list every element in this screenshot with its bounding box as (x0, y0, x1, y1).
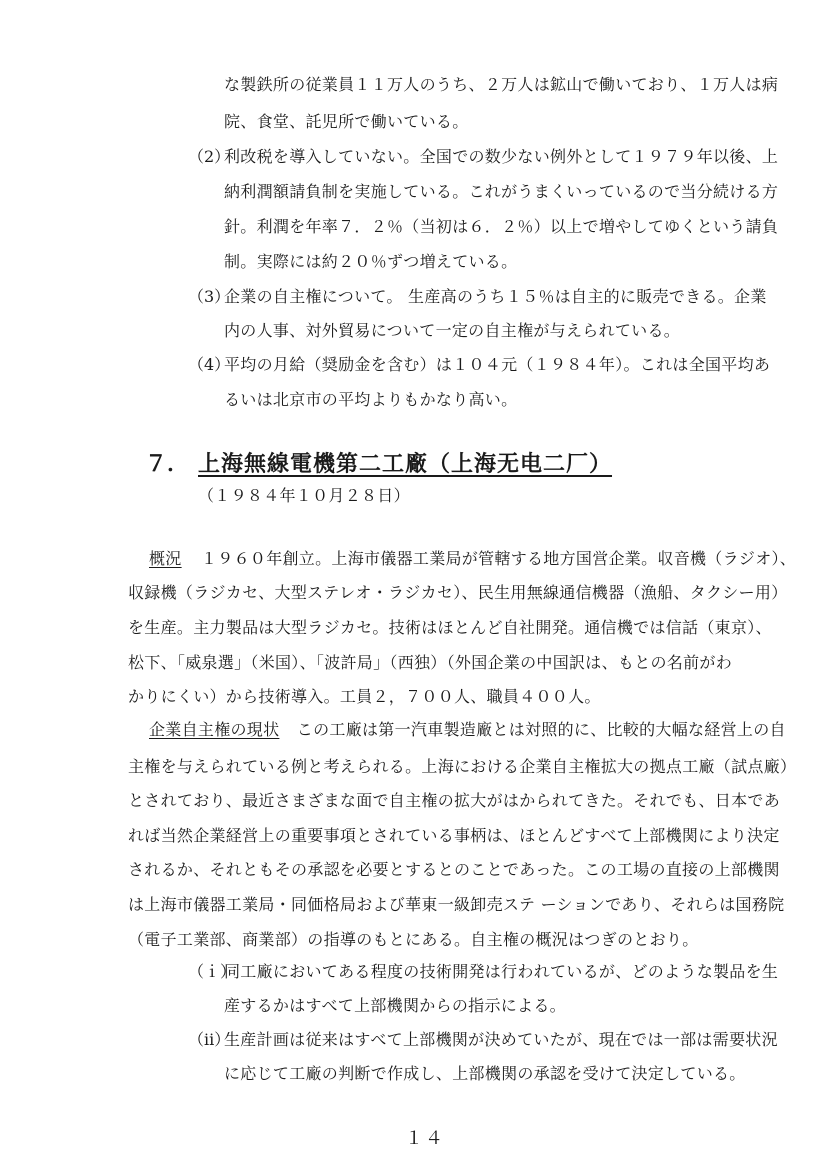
list-marker: （ｉ） (188, 962, 237, 981)
text-span: この工廠は第一汽車製造廠とは対照的に、比較的大幅な経営上の自 (296, 720, 786, 739)
text-line: れば当然企業経営上の重要事項とされている事柄は、ほとんどすべて上部機関により決定 (128, 826, 780, 845)
list-marker: （ii） (188, 1030, 231, 1049)
text-line: とされており、最近さまざまな面で自主権の拡大がはかられてきた。それでも、日本であ (128, 791, 781, 810)
text-line: 納利潤額請負制を実施している。これがうまくいっているので当分続ける方 (224, 182, 779, 201)
text-line: を生産。主力製品は大型ラジカセ。技術はほとんど自社開発。通信機では信話（東京）、 (128, 618, 772, 637)
text-line: 平均の月給（奨励金を含む）は１０４元（１９８４年）。これは全国平均あ (224, 355, 771, 374)
page-number: １４ (405, 1128, 445, 1149)
text-line: は上海市儀器工業局・同価格局および華東一級卸売ステ ーションであり、それらは国務院 (128, 895, 785, 914)
list-marker: （2） (188, 147, 231, 166)
autonomy-paragraph (149, 720, 786, 740)
text-line: 産するかはすべて上部機関からの指示による。 (224, 996, 566, 1015)
text-line: 生産計画は従来はすべて上部機関が決めていたが、現在では一部は需要状況 (224, 1030, 778, 1049)
text-line: 制。実際には約２０％ずつ増えている。 (224, 252, 518, 271)
list-marker: （4） (188, 355, 231, 374)
overview-paragraph (149, 549, 796, 569)
text-line: 同工廠においてある程度の技術開発は行われているが、どのような製品を生 (224, 962, 779, 981)
text-span: １９６０年創立。上海市儀器工業局が管轄する地方国営企業。収音機（ラジオ）、 (201, 549, 797, 568)
text-line: 針。利潤を年率７．２％（当初は６．２％）以上で増やしてゆくという請負 (224, 217, 779, 236)
text-line: に応じて工廠の判断で作成し、上部機関の承認を受けて決定している。 (224, 1064, 746, 1083)
autonomy-label: 企業自主権の現状 (149, 720, 280, 739)
overview-label: 概況 (149, 549, 182, 568)
text-line: 内の人事、対外貿易について一定の自主権が与えられている。 (224, 321, 681, 340)
text-line: 企業の自主権について。 生産高のうち１５％は自主的に販売できる。企業 (224, 287, 767, 306)
text-line: 松下、「威泉選」（米国）、「波許局」（西独）（外国企業の中国訳は、もとの名前がわ (128, 653, 733, 672)
text-line: るいは北京市の平均よりもかなり高い。 (224, 390, 518, 409)
text-line: 利改税を導入していない。全国での数少ない例外として１９７９年以後、上 (224, 147, 779, 166)
section-title: 上海無線電機第二工廠（上海无电二厂） (198, 451, 613, 477)
text-line: かりにくい）から技術導入。工員２，７００人、職員４００人。 (128, 687, 601, 706)
text-line: 主権を与えられている例と考えられる。上海における企業自主権拡大の拠点工廠（試点廠） (128, 757, 797, 776)
text-line: 院、食堂、託児所で働いている。 (224, 112, 469, 131)
text-line: 収録機（ラジカセ、大型ステレオ・ラジカセ）、民生用無線通信機器（漁船、タクシー用） (128, 583, 788, 602)
list-marker: （3） (188, 287, 231, 306)
section-number: ７． (145, 451, 190, 477)
text-line: な製鉄所の従業員１１万人のうち、２万人は鉱山で働いており、１万人は病 (224, 75, 779, 94)
text-line: （電子工業部、商業部）の指導のもとにある。自主権の概況はつぎのとおり。 (128, 930, 699, 949)
section-date: （１９８４年１０月２８日） (198, 486, 410, 505)
text-line: されるか、それともその承認を必要とするとのことであった。この工場の直接の上部機関 (128, 860, 780, 879)
